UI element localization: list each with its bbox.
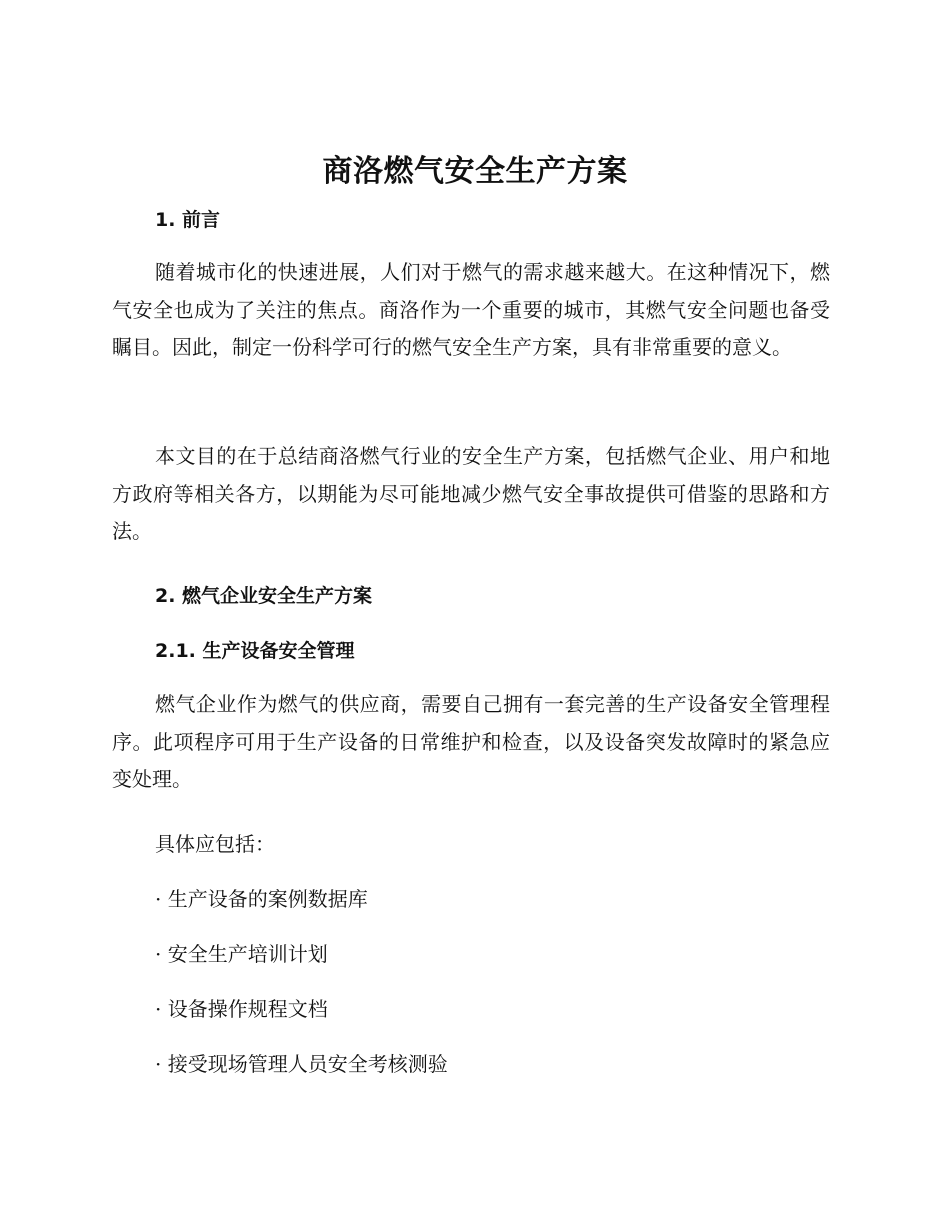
subsection-heading-equipment: 2.1. 生产设备安全管理 [155,640,355,662]
list-item: · 生产设备的案例数据库 [155,887,368,911]
list-intro: 具体应包括： [155,832,275,856]
list-item: · 接受现场管理人员安全考核测验 [155,1052,448,1076]
list-item: · 安全生产培训计划 [155,942,328,966]
paragraph-preface-2: 本文目的在于总结商洛燃气行业的安全生产方案，包括燃气企业、用户和地方政府等相关各方，以期能为尽可能地减少燃气安全事故提供可借鉴的思路和方法。 [112,444,830,543]
paragraph-equipment: 燃气企业作为燃气的供应商，需要自己拥有一套完善的生产设备安全管理程序。此项程序可用于生产设备的日常维护和检查，以及设备突发故障时的紧急应变处理。 [112,692,830,791]
document-title: 商洛燃气安全生产方案 [322,154,628,189]
section-heading-enterprise: 2. 燃气企业安全生产方案 [155,585,373,607]
paragraph-preface-1: 随着城市化的快速进展，人们对于燃气的需求越来越大。在这种情况下，燃气安全也成为了关注的焦点。商洛作为一个重要的城市，其燃气安全问题也备受瞩目。因此，制定一份科学可行的燃气安全生产方案，具有非常重要的意义。 [112,260,830,359]
list-item: · 设备操作规程文档 [155,997,328,1021]
section-heading-preface: 1. 前言 [155,209,221,231]
